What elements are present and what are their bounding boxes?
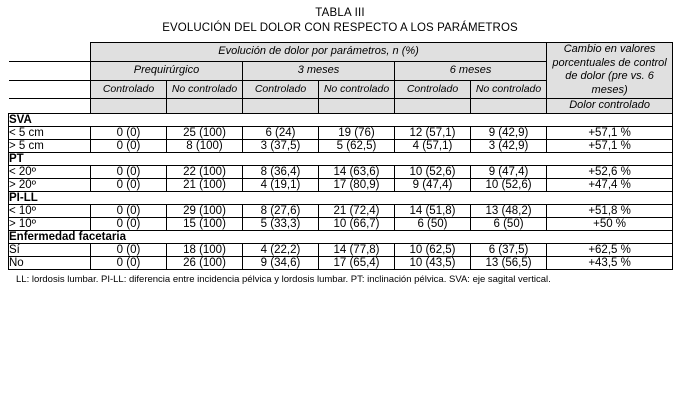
group-label-pt: PT — [9, 152, 673, 165]
cell-value: 8 (27,6) — [243, 204, 319, 217]
cell-value: 6 (50) — [471, 217, 547, 230]
cell-value: 0 (0) — [91, 139, 167, 152]
row-label: < 20º — [9, 165, 91, 178]
table-body — [9, 113, 673, 269]
header-timepoint-pre: Prequirúrgico — [91, 61, 243, 80]
cell-value: 15 (100) — [167, 217, 243, 230]
cell-value: 8 (36,4) — [243, 165, 319, 178]
header-sub-controlado-3m: Controlado — [243, 80, 319, 98]
cell-value: 0 (0) — [91, 126, 167, 139]
header-sub-blank-2 — [167, 98, 243, 113]
cell-value: 10 (66,7) — [319, 217, 395, 230]
header-corner-blank-2 — [9, 61, 91, 80]
cell-value: 29 (100) — [167, 204, 243, 217]
table-footnote: LL: lordosis lumbar. PI-LL: diferencia entre incidencia pélvica y lordosis lumbar. PT: inclinación pélvica. SVA: eje sagital vertical. — [16, 273, 551, 285]
cell-value: 0 (0) — [91, 204, 167, 217]
cell-value: 3 (42,9) — [471, 139, 547, 152]
cell-change: +52,6 % — [547, 165, 673, 178]
table-group-row — [9, 230, 673, 243]
header-timepoint-6m: 6 meses — [395, 61, 547, 80]
header-timepoint-3m: 3 meses — [243, 61, 395, 80]
cell-value: 6 (24) — [243, 126, 319, 139]
cell-value: 17 (65,4) — [319, 256, 395, 269]
table-row — [9, 256, 673, 269]
header-sub-nocontrolado-3m: No controlado — [319, 80, 395, 98]
cell-value: 5 (33,3) — [243, 217, 319, 230]
header-corner-blank — [9, 42, 91, 61]
table-row — [9, 243, 673, 256]
table-group-row — [9, 191, 673, 204]
cell-value: 13 (48,2) — [471, 204, 547, 217]
table-row — [9, 178, 673, 191]
row-label: < 10º — [9, 204, 91, 217]
pain-evolution-table — [8, 42, 673, 270]
cell-change: +50 % — [547, 217, 673, 230]
table-group-row — [9, 113, 673, 126]
table-row — [9, 204, 673, 217]
header-sub-blank-4 — [319, 98, 395, 113]
header-sub-controlado-6m: Controlado — [395, 80, 471, 98]
title-block — [8, 6, 672, 36]
cell-value: 8 (100) — [167, 139, 243, 152]
cell-value: 10 (62,5) — [395, 243, 471, 256]
cell-value: 18 (100) — [167, 243, 243, 256]
cell-value: 0 (0) — [91, 178, 167, 191]
header-sub-blank-5 — [395, 98, 471, 113]
cell-value: 0 (0) — [91, 217, 167, 230]
cell-change: +43,5 % — [547, 256, 673, 269]
header-sub-nocontrolado-6m: No controlado — [471, 80, 547, 98]
header-sub-nocontrolado-pre: No controlado — [167, 80, 243, 98]
header-last-col: Cambio en valores porcentuales de control de dolor (pre vs. 6 meses) — [547, 42, 673, 98]
cell-value: 12 (57,1) — [395, 126, 471, 139]
cell-change: +57,1 % — [547, 139, 673, 152]
header-corner-blank-3 — [9, 80, 91, 98]
row-label: No — [9, 256, 91, 269]
row-label: > 5 cm — [9, 139, 91, 152]
header-corner-blank-4 — [9, 98, 91, 113]
table-row — [9, 139, 673, 152]
cell-change: +51,8 % — [547, 204, 673, 217]
cell-value: 22 (100) — [167, 165, 243, 178]
cell-value: 9 (47,4) — [471, 165, 547, 178]
table-row — [9, 217, 673, 230]
row-label: Sí — [9, 243, 91, 256]
cell-value: 5 (62,5) — [319, 139, 395, 152]
cell-value: 21 (72,4) — [319, 204, 395, 217]
cell-value: 0 (0) — [91, 165, 167, 178]
table-group-row — [9, 152, 673, 165]
cell-value: 9 (42,9) — [471, 126, 547, 139]
cell-change: +47,4 % — [547, 178, 673, 191]
cell-value: 10 (52,6) — [395, 165, 471, 178]
table-row — [9, 165, 673, 178]
group-label-pi-ll: PI-LL — [9, 191, 673, 204]
header-sub-blank-6 — [471, 98, 547, 113]
cell-value: 13 (56,5) — [471, 256, 547, 269]
row-label: < 5 cm — [9, 126, 91, 139]
cell-value: 10 (52,6) — [471, 178, 547, 191]
cell-value: 14 (63,6) — [319, 165, 395, 178]
cell-value: 25 (100) — [167, 126, 243, 139]
cell-value: 6 (50) — [395, 217, 471, 230]
header-sub-controlado-pre: Controlado — [91, 80, 167, 98]
header-last-col-sub: Dolor controlado — [547, 98, 673, 113]
header-sub-blank-3 — [243, 98, 319, 113]
row-label: > 20º — [9, 178, 91, 191]
cell-value: 4 (22,2) — [243, 243, 319, 256]
cell-value: 3 (37,5) — [243, 139, 319, 152]
cell-value: 0 (0) — [91, 243, 167, 256]
header-row-1 — [9, 42, 673, 61]
cell-change: +57,1 % — [547, 126, 673, 139]
table-head — [9, 42, 673, 113]
cell-value: 0 (0) — [91, 256, 167, 269]
header-sub-blank-1 — [91, 98, 167, 113]
row-label: > 10º — [9, 217, 91, 230]
cell-value: 4 (19,1) — [243, 178, 319, 191]
table-label: TABLA III — [315, 7, 365, 19]
cell-value: 14 (77,8) — [319, 243, 395, 256]
cell-value: 10 (43,5) — [395, 256, 471, 269]
cell-value: 6 (37,5) — [471, 243, 547, 256]
cell-value: 14 (51,8) — [395, 204, 471, 217]
cell-value: 19 (76) — [319, 126, 395, 139]
table-title: EVOLUCIÓN DEL DOLOR CON RESPECTO A LOS PARÁMETROS — [162, 22, 518, 35]
group-label-facetaria: Enfermedad facetaria — [9, 230, 673, 243]
cell-value: 4 (57,1) — [395, 139, 471, 152]
cell-change: +62,5 % — [547, 243, 673, 256]
cell-value: 21 (100) — [167, 178, 243, 191]
group-label-sva: SVA — [9, 113, 673, 126]
header-span-all: Evolución de dolor por parámetros, n (%) — [91, 42, 547, 61]
cell-value: 26 (100) — [167, 256, 243, 269]
cell-value: 9 (34,6) — [243, 256, 319, 269]
header-row-4 — [9, 98, 673, 113]
cell-value: 17 (80,9) — [319, 178, 395, 191]
cell-value: 9 (47,4) — [395, 178, 471, 191]
table-row — [9, 126, 673, 139]
